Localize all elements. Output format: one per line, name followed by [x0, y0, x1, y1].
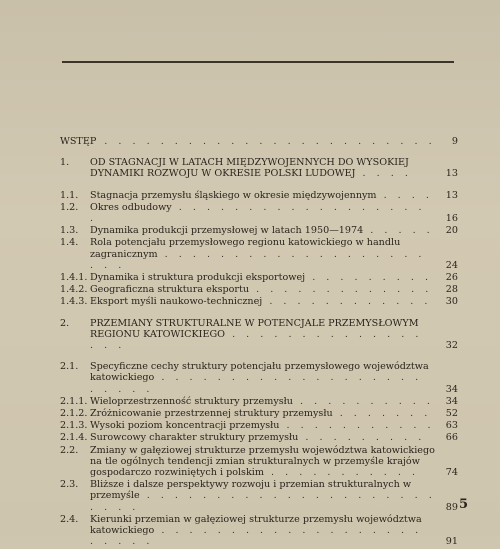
toc-entry-leader-dots: . . . . . . . . . . . . . . . . . . . . . . . . .: [90, 490, 436, 513]
toc-entry: [60, 361, 458, 395]
toc-entry-title: [90, 157, 458, 179]
toc-entry: [60, 157, 458, 179]
toc-entry: [60, 479, 458, 513]
toc-entry-page: 13: [445, 189, 458, 201]
toc-entry-leader-dots: . . . . . . . . . . .: [263, 467, 420, 479]
toc-entry-number: 1.4.1.: [60, 272, 88, 284]
toc-entry-leader-dots: . . . .: [355, 168, 412, 180]
header-rule: [62, 61, 454, 63]
toc-entry-page: 63: [445, 420, 458, 432]
toc-entry-page: 16: [445, 213, 458, 225]
toc-entry-number: 2.: [60, 317, 70, 329]
toc-entry-page: 91: [445, 536, 458, 548]
toc-entry-title: [90, 284, 458, 295]
toc-entry-title: [90, 445, 458, 479]
toc-entry-leader-dots: . . . . . . . . . . . . . . . . . . . . . . . .: [90, 372, 423, 395]
toc-entry-title: [90, 272, 458, 283]
toc-entry-page: 9: [451, 136, 458, 147]
toc-entry-title: [90, 514, 458, 548]
toc-entry-title: [90, 396, 458, 407]
toc-entry-title: [90, 432, 458, 443]
toc-entry-title: [90, 296, 458, 307]
toc-entry-title: [90, 237, 458, 271]
toc-entry-number: 2.3.: [60, 479, 79, 491]
toc-entry: [60, 420, 458, 431]
toc-entry-page: 24: [445, 259, 458, 271]
toc-entry-title: [90, 318, 458, 352]
toc-entry-leader-dots: . . . . .: [363, 225, 434, 237]
page-number: 5: [458, 497, 468, 512]
toc-entry-title-text: Zmiany w gałęziowej strukturze przemysłu województwa katowickiego na tle ogólnych tendencji zmian strukturalnych w przemyśle krajów gospodarczo rozwiniętych i polskim: [90, 444, 435, 479]
toc-entry-number: 2.1.2.: [60, 408, 88, 420]
toc-entry-page: 52: [445, 408, 458, 420]
toc-entry: [60, 136, 458, 147]
toc-entry-title: [90, 420, 458, 431]
toc-entry-number: 2.1.3.: [60, 420, 88, 432]
toc-entry: [60, 190, 458, 201]
toc-entry-leader-dots: . . . .: [376, 189, 433, 201]
toc-entry-number: 2.1.4.: [60, 432, 88, 444]
toc-entry-number: 2.2.: [60, 444, 79, 456]
toc-entry-title-text: Stagnacja przemysłu śląskiego w okresie międzywojennym: [90, 189, 377, 201]
toc-entry-title-text: Okres odbudowy: [90, 201, 172, 213]
toc-entry-title-text: Specyficzne cechy struktury potencjału przemysłowego województwa katowickiego: [90, 361, 429, 384]
toc-entry-page: 26: [445, 272, 458, 284]
toc-entry-page: 34: [445, 383, 458, 395]
toc-entry-number: 1.4.: [60, 237, 79, 249]
toc-entry-title: [90, 479, 458, 513]
toc-entry-page: 34: [445, 395, 458, 407]
toc-entry-title-text: Surowcowy charakter struktury przemysłu: [90, 432, 299, 444]
toc-entry: [60, 514, 458, 548]
table-of-contents: [60, 136, 458, 549]
toc-entry-leader-dots: . . . . . . . . . . . . .: [249, 284, 433, 296]
toc-entry-leader-dots: . . . . . . . . . . . . . . . . . . . . . . . .: [104, 136, 436, 147]
toc-entry-leader-dots: . . . . . . . . . . . . . . . . . . . . . . . .: [90, 525, 423, 548]
toc-entry-number: 2.1.1.: [60, 395, 88, 407]
toc-entry-title: [90, 408, 458, 419]
toc-entry-number: 2.4.: [60, 513, 79, 525]
toc-entry: [60, 284, 458, 295]
toc-entry-leader-dots: . . . . . . . . . . . . . . . . .: [90, 328, 423, 352]
toc-entry-page: 32: [445, 340, 458, 352]
toc-entry-title-text: PRZEMIANY STRUKTURALNE W POTENCJALE PRZEMYSŁOWYM REGIONU KATOWICKIEGO: [90, 317, 419, 340]
toc-entry-title-text: Bliższe i dalsze perspektywy rozwoju i przemian strukturalnych w przemyśle: [90, 479, 412, 502]
toc-entry-leader-dots: . . . . . . . . . . . .: [262, 296, 432, 308]
toc-entry-title-text: Dynamika i struktura produkcji eksportowej: [90, 272, 306, 284]
toc-entry-title-text: OD STAGNACJI W LATACH MIĘDZYWOJENNYCH DO WYSOKIEJ DYNAMIKI ROZWOJU W OKRESIE POLSKI LUDOWEJ: [90, 157, 409, 180]
toc-entry-page: 13: [445, 168, 458, 180]
toc-entry-leader-dots: . . . . . . .: [332, 408, 432, 420]
toc-entry: [60, 318, 458, 352]
toc-entry-number: 1.3.: [60, 225, 79, 237]
toc-entry: [60, 396, 458, 407]
toc-entry-leader-dots: . . . . . . . . . . . . . . . . . . . . . .: [90, 248, 426, 271]
toc-entry-leader-dots: . . . . . . . . . . . . . . . . . . .: [90, 201, 426, 225]
toc-entry-page: 30: [445, 296, 458, 308]
toc-entry: [60, 237, 458, 271]
toc-entry: [60, 272, 458, 283]
toc-entry-number: 1.: [60, 157, 70, 169]
toc-entry: [60, 408, 458, 419]
toc-entry-page: 74: [445, 467, 458, 479]
toc-entry-title-text: Dynamika produkcji przemysłowej w latach 1950—1974: [90, 225, 364, 237]
toc-entry-title-text: Geograficzna struktura eksportu: [90, 284, 250, 296]
toc-entry-page: 66: [445, 432, 458, 444]
toc-entry-title-text: Rola potencjału przemysłowego regionu katowickiego w handlu zagranicznym: [90, 237, 401, 260]
toc-entry: [60, 225, 458, 236]
toc-entry-page: 20: [445, 225, 458, 237]
toc-entry-title-text: Eksport myśli naukowo-technicznej: [90, 296, 263, 308]
toc-entry-number: 2.1.: [60, 361, 79, 373]
toc-entry-number: 1.1.: [60, 189, 79, 201]
toc-entry-number: 1.4.2.: [60, 284, 88, 296]
toc-entry-title: [90, 190, 458, 201]
toc-entry-title: [90, 225, 458, 236]
toc-entry-leader-dots: . . . . . . . . .: [305, 272, 433, 284]
toc-entry: [60, 432, 458, 443]
toc-entry-title: [90, 202, 458, 224]
toc-entry-page: 89: [445, 501, 458, 513]
toc-entry-title: [90, 361, 458, 395]
toc-entry-title: [104, 136, 458, 147]
toc-entry-title-text: Wieloprzestrzenność struktury przemysłu: [90, 395, 293, 407]
toc-entry-leader-dots: . . . . . . . . . .: [292, 395, 434, 407]
toc-entry-title-text: Wysoki poziom koncentracji przemysłu: [90, 420, 280, 432]
toc-entry: [60, 445, 458, 479]
toc-entry-title-text: Kierunki przemian w gałęziowej strukturze przemysłu województwa katowickiego: [90, 513, 422, 537]
toc-entry-number: 1.2.: [60, 201, 79, 213]
toc-entry-leader-dots: . . . . . . . . .: [298, 432, 426, 444]
toc-entry: [60, 202, 458, 224]
toc-entry-title-text: Zróżnicowanie przestrzennej struktury przemysłu: [90, 408, 333, 420]
toc-entry-leader-dots: . . . . . . . . . . .: [279, 420, 435, 432]
toc-entry-page: 28: [445, 284, 458, 296]
toc-entry-number: WSTĘP: [60, 136, 97, 147]
toc-entry-number: 1.4.3.: [60, 296, 88, 308]
toc-entry: [60, 296, 458, 307]
